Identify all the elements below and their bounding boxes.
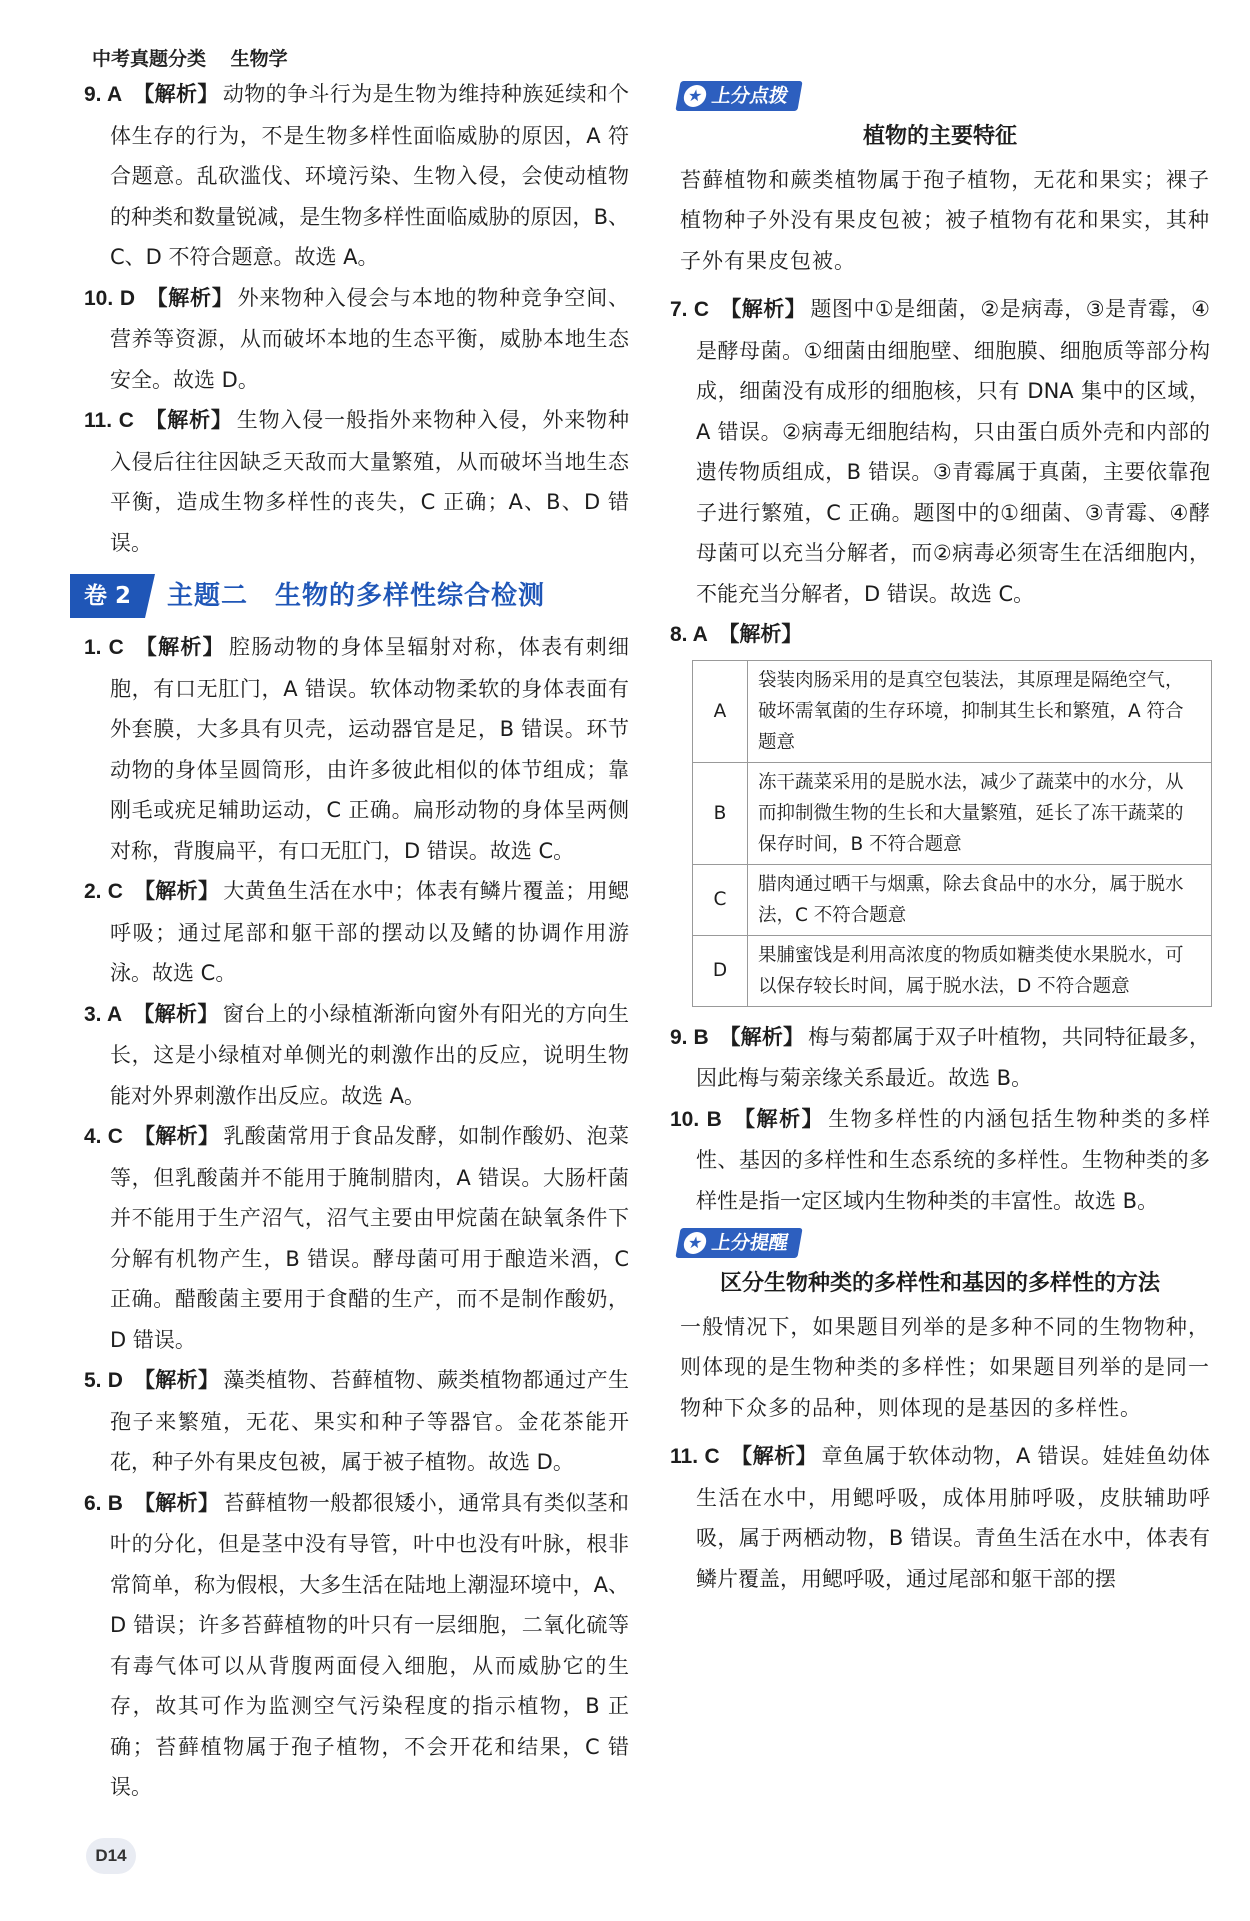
answer-table <box>692 660 1212 1007</box>
tip-title: 区分生物种类的多样性和基因的多样性的方法 <box>719 1271 1160 1296</box>
answer-item: 1. C 【解析】 腔肠动物的身体呈辐射对称，体表有刺细胞，有口无肛门，A 错误。软体动物柔软的身体表面有外套膜，大多具有贝壳，运动器官是足，B 错误。环节动物的身体呈圆筒形，由许多彼此相似的体节组成；靠刚毛或疣足辅助运动，C 正确。扁形动物的身体呈两侧对称，背腹扁平，有口无肛门，D 错误。故选 C。 <box>84 635 630 863</box>
answer-item: 5. D 【解析】 藻类植物、苔藓植物、蕨类植物都通过产生孢子来繁殖，无花、果实和种子等器官。金花茶能开花，种子外有果皮包被，属于被子植物。故选 D。 <box>84 1368 630 1474</box>
answer-item: 4. C 【解析】 乳酸菌常用于食品发酵，如制作酸奶、泡菜等，但乳酸菌并不能用于腌制腊肉，A 错误。大肠杆菌并不能用于生产沼气，沼气主要由甲烷菌在缺氧条件下分解有机物产生，B 错误。酵母菌可用于酿造米酒，C 正确。醋酸菌主要用于食醋的生产，而不是制作酸奶，D 错误。 <box>84 1124 630 1352</box>
answer-item: 11. C 【解析】 生物入侵一般指外来物种入侵，外来物种入侵后往往因缺乏天敌而大量繁殖，从而破坏当地生态平衡，造成生物多样性的丧失，C 正确；A、B、D 错误。 <box>84 408 629 555</box>
table-row: D 果脯蜜饯是利用高浓度的物质如糖类使水果脱水，可以保存较长时间，属于脱水法，D 不符合题意 <box>693 935 1212 1006</box>
answer-item: 6. B 【解析】 苔藓植物一般都很矮小，通常具有类似茎和叶的分化，但是茎中没有导管，叶中也没有叶脉，根非常简单，称为假根，大多生活在陆地上潮湿环境中，A、D 错误；许多苔藓植物的叶只有一层细胞，二氧化硫等有毒气体可以从背腹两面侵入细胞，从而威胁它的生存，故其可作为监测空气污染程度的指示植物，B 正确；苔藓植物属于孢子植物，不会开花和结果，C 错误。 <box>84 1490 630 1799</box>
tip-label: ★ 上分点拨 <box>675 81 802 111</box>
tip-body: 苔藓植物和蕨类植物属于孢子植物，无花和果实；裸子植物种子外没有果皮包被；被子植物有花和果实，其种子外有果皮包被。 <box>680 167 1210 273</box>
right-column <box>670 74 1210 1599</box>
section-title: 主题二 生物的多样性综合检测 <box>167 580 546 611</box>
answer-item: 10. B 【解析】 生物多样性的内涵包括生物种类的多样性、基因的多样性和生态系统的多样性。生物种类的多样性是指一定区域内生物种类的丰富性。故选 B。 <box>670 1106 1210 1213</box>
table-row: B 冻干蔬菜采用的是脱水法，减少了蔬菜中的水分，从而抑制微生物的生长和大量繁殖，延长了冻干蔬菜的保存时间，B 不符合题意 <box>693 762 1212 864</box>
section-banner <box>70 571 629 621</box>
tip-body: 一般情况下，如果题目列举的是多种不同的生物物种，则体现的是生物种类的多样性；如果题目列举的是同一物种下众多的品种，则体现的是基因的多样性。 <box>680 1314 1210 1420</box>
star-icon: ★ <box>682 85 708 107</box>
answer-item: 10. D 【解析】 外来物种入侵会与本地的物种竞争空间、营养等资源，从而破坏本地的生态平衡，威胁本地生态安全。故选 D。 <box>84 285 629 392</box>
answer-item: 9. A 【解析】 动物的争斗行为是生物为维持种族延续和个体生存的行为，不是生物多样性面临威胁的原因，A 符合题意。乱砍滥伐、环境污染、生物入侵，会使动植物的种类和数量锐减，是生物多样性面临威胁的原因，B、C、D 不符合题意。故选 A。 <box>84 82 630 269</box>
answer-item: 3. A 【解析】 窗台上的小绿植渐渐向窗外有阳光的方向生长，这是小绿植对单侧光的刺激作出的反应，说明生物能对外界刺激作出反应。故选 A。 <box>84 1001 630 1108</box>
table-row: A 袋装肉肠采用的是真空包装法，其原理是隔绝空气，破坏需氧菌的生存环境，抑制其生长和繁殖，A 符合题意 <box>693 660 1212 762</box>
answer-item: 8. A 【解析】 <box>670 622 803 646</box>
answer-item: 11. C 【解析】 章鱼属于软体动物，A 错误。娃娃鱼幼体生活在水中，用鳃呼吸，成体用肺呼吸，皮肤辅助呼吸，属于两栖动物，B 错误。青鱼生活在水中，体表有鳞片覆盖，用鳃呼吸，通过尾部和躯干部的摆 <box>670 1444 1210 1591</box>
tip-label: ★ 上分提醒 <box>675 1228 802 1258</box>
page-number: D14 <box>86 1838 136 1874</box>
star-icon: ★ <box>682 1232 708 1254</box>
page-header <box>92 44 306 71</box>
series-title: 中考真题分类 <box>92 48 207 70</box>
left-column <box>84 74 629 1808</box>
tip-title: 植物的主要特征 <box>862 124 1017 149</box>
answer-item: 9. B 【解析】 梅与菊都属于双子叶植物，共同特征最多，因此梅与菊亲缘关系最近。故选 B。 <box>670 1024 1211 1090</box>
answer-item: 2. C 【解析】 大黄鱼生活在水中；体表有鳞片覆盖；用鳃呼吸；通过尾部和躯干部的摆动以及鳍的协调作用游泳。故选 C。 <box>84 879 630 985</box>
answer-item: 7. C 【解析】 题图中①是细菌，②是病毒，③是青霉，④是酵母菌。①细菌由细胞壁、细胞膜、细胞质等部分构成，细菌没有成形的细胞核，只有 DNA 集中的区域，A 错误。②病毒无细胞结构，只由蛋白质外壳和内部的遗传物质组成，B 错误。③青霉属于真菌，主要依靠孢子进行繁殖，C 正确。题图中的①细菌、③青霉、④酵母菌可以充当分解者，而②病毒必须寄生在活细胞内，不能充当分解者，D 错误。故选 C。 <box>670 297 1211 606</box>
subject-title: 生物学 <box>230 48 288 70</box>
table-row: C 腊肉通过晒干与烟熏，除去食品中的水分，属于脱水法，C 不符合题意 <box>693 864 1212 935</box>
volume-label: 卷 2 <box>70 574 145 618</box>
